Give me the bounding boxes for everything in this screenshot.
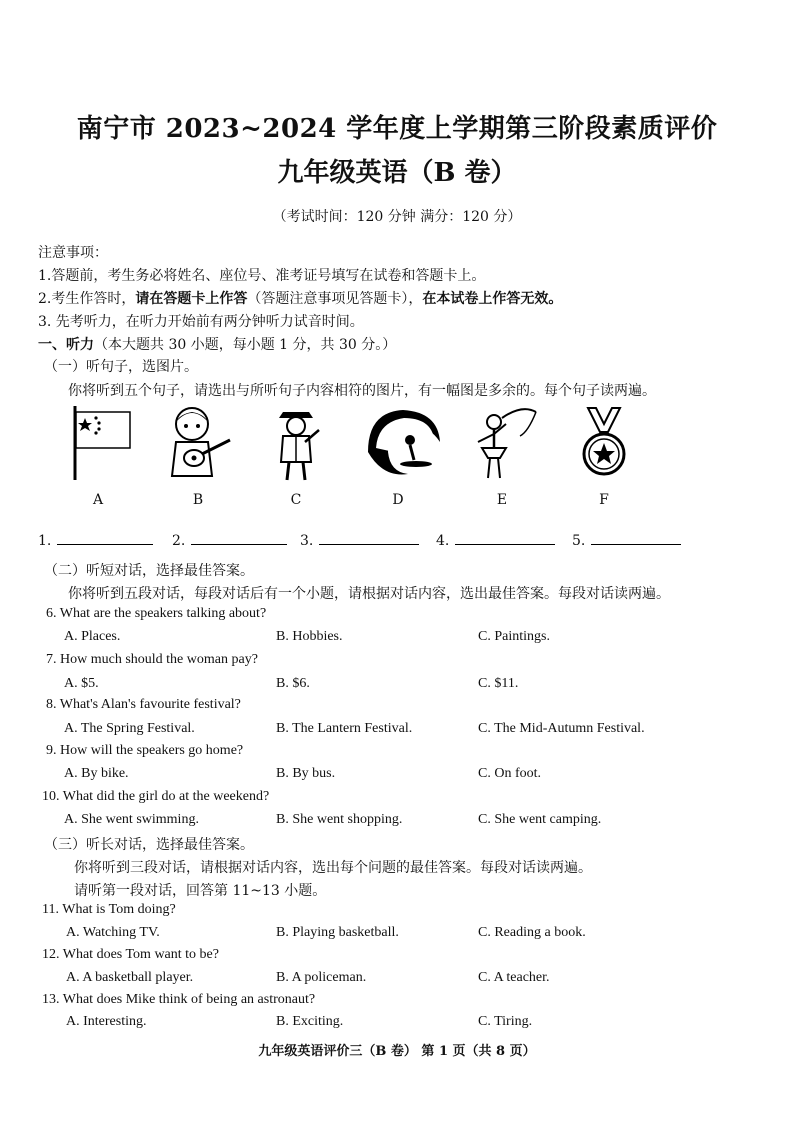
note-3: 3. 先考听力，在听力开始前有两分钟听力试音时间。 — [38, 314, 364, 330]
q6-option-a[interactable]: A. Places. — [64, 629, 121, 644]
q10-option-b[interactable]: B. She went shopping. — [276, 812, 403, 827]
note-2 — [38, 288, 562, 308]
picture-a-label: A — [92, 492, 104, 508]
q7-option-a[interactable]: A. $5. — [64, 676, 99, 691]
surfer-icon — [358, 402, 448, 482]
note-1: 1.答题前，考生务必将姓名、座位号、准考证号填写在试卷和答题卡上。 — [38, 268, 486, 284]
flag-icon — [63, 402, 133, 482]
q11-option-b[interactable]: B. Playing basketball. — [276, 925, 399, 940]
part1-title: （一）听句子，选图片。 — [44, 359, 198, 375]
picture-e — [462, 402, 542, 512]
question-9: 9. How will the speakers go home? — [46, 743, 244, 758]
question-10: 10. What did the girl do at the weekend? — [42, 789, 270, 804]
q12-option-a[interactable]: A. A basketball player. — [66, 970, 194, 985]
dancer-icon — [462, 402, 542, 482]
picture-b-label: B — [192, 492, 204, 508]
q9-option-b[interactable]: B. By bus. — [276, 766, 336, 781]
part1-instruction: 你将听到五个句子，请选出与所听句子内容相符的图片，有一幅图是多余的。每个句子读两遍。 — [68, 383, 656, 399]
q9-option-c[interactable]: C. On foot. — [478, 766, 541, 781]
girl-guitar-icon — [158, 402, 238, 482]
question-13: 13. What does Mike think of being an astronaut? — [42, 992, 316, 1007]
question-8: 8. What's Alan's favourite festival? — [46, 697, 241, 712]
picture-d-label: D — [392, 492, 404, 508]
q7-option-b[interactable]: B. $6. — [276, 676, 310, 691]
page-footer: 九年级英语评价三（B 卷） 第 1 页（共 8 页） — [258, 1044, 536, 1059]
answer-blank-5[interactable]: 5. — [572, 532, 681, 549]
q7-option-c[interactable]: C. $11. — [478, 676, 519, 691]
section1-heading-a: 一、听力 — [38, 337, 94, 353]
question-7: 7. How much should the woman pay? — [46, 652, 258, 667]
question-11: 11. What is Tom doing? — [42, 902, 176, 917]
exam-meta: （考试时间：120 分钟 满分：120 分） — [272, 209, 522, 225]
q10-option-c[interactable]: C. She went camping. — [478, 812, 602, 827]
section1-heading-b: （本大题共 30 小题，每小题 1 分，共 30 分。） — [94, 337, 397, 353]
part2-instruction: 你将听到五段对话，每段对话后有一个小题，请根据对话内容，选出最佳答案。每段对话读两遍。 — [68, 586, 670, 602]
part2-title: （二）听短对话，选择最佳答案。 — [44, 563, 254, 579]
picture-c — [256, 402, 336, 512]
answer-blank-2[interactable]: 2. — [172, 532, 287, 549]
note-2-a: 2.考生作答时， — [38, 291, 136, 307]
q8-option-a[interactable]: A. The Spring Festival. — [64, 721, 195, 736]
part3-title: （三）听长对话，选择最佳答案。 — [44, 837, 254, 853]
q11-option-c[interactable]: C. Reading a book. — [478, 925, 586, 940]
section1-heading — [38, 334, 396, 354]
part3-subinstruction: 请听第一段对话，回答第 11~13 小题。 — [74, 883, 327, 899]
note-2-b: 请在答题卡上作答 — [135, 291, 248, 307]
q10-option-a[interactable]: A. She went swimming. — [64, 812, 199, 827]
policeman-icon — [261, 402, 331, 482]
q11-option-a[interactable]: A. Watching TV. — [66, 925, 160, 940]
picture-f — [564, 402, 644, 512]
q13-option-c[interactable]: C. Tiring. — [478, 1014, 533, 1029]
note-2-d: 在本试卷上作答无效。 — [422, 291, 563, 307]
part3-instruction: 你将听到三段对话，请根据对话内容，选出每个问题的最佳答案。每段对话读两遍。 — [74, 860, 592, 876]
note-2-c: （答题注意事项见答题卡）， — [247, 291, 423, 307]
page-subtitle: 九年级英语（B 卷） — [277, 158, 517, 188]
page-title: 南宁市 2023~2024 学年度上学期第三阶段素质评价 — [76, 114, 718, 144]
picture-e-label: E — [496, 492, 508, 508]
picture-f-label: F — [599, 492, 609, 508]
picture-c-label: C — [290, 492, 302, 508]
picture-row — [58, 402, 678, 512]
medal-icon — [574, 402, 634, 482]
picture-a — [58, 402, 138, 512]
q6-option-c[interactable]: C. Paintings. — [478, 629, 550, 644]
q13-option-b[interactable]: B. Exciting. — [276, 1014, 344, 1029]
q9-option-a[interactable]: A. By bike. — [64, 766, 129, 781]
picture-d — [358, 402, 438, 512]
q12-option-c[interactable]: C. A teacher. — [478, 970, 550, 985]
q8-option-b[interactable]: B. The Lantern Festival. — [276, 721, 413, 736]
q8-option-c[interactable]: C. The Mid-Autumn Festival. — [478, 721, 645, 736]
picture-b — [158, 402, 238, 512]
q12-option-b[interactable]: B. A policeman. — [276, 970, 367, 985]
q6-option-b[interactable]: B. Hobbies. — [276, 629, 343, 644]
notes-heading: 注意事项： — [38, 245, 108, 261]
answer-blank-3[interactable]: 3. — [300, 532, 419, 549]
answer-blank-4[interactable]: 4. — [436, 532, 555, 549]
q13-option-a[interactable]: A. Interesting. — [66, 1014, 147, 1029]
question-12: 12. What does Tom want to be? — [42, 947, 219, 962]
answer-blank-1[interactable]: 1. — [38, 532, 153, 549]
question-6: 6. What are the speakers talking about? — [46, 606, 267, 621]
